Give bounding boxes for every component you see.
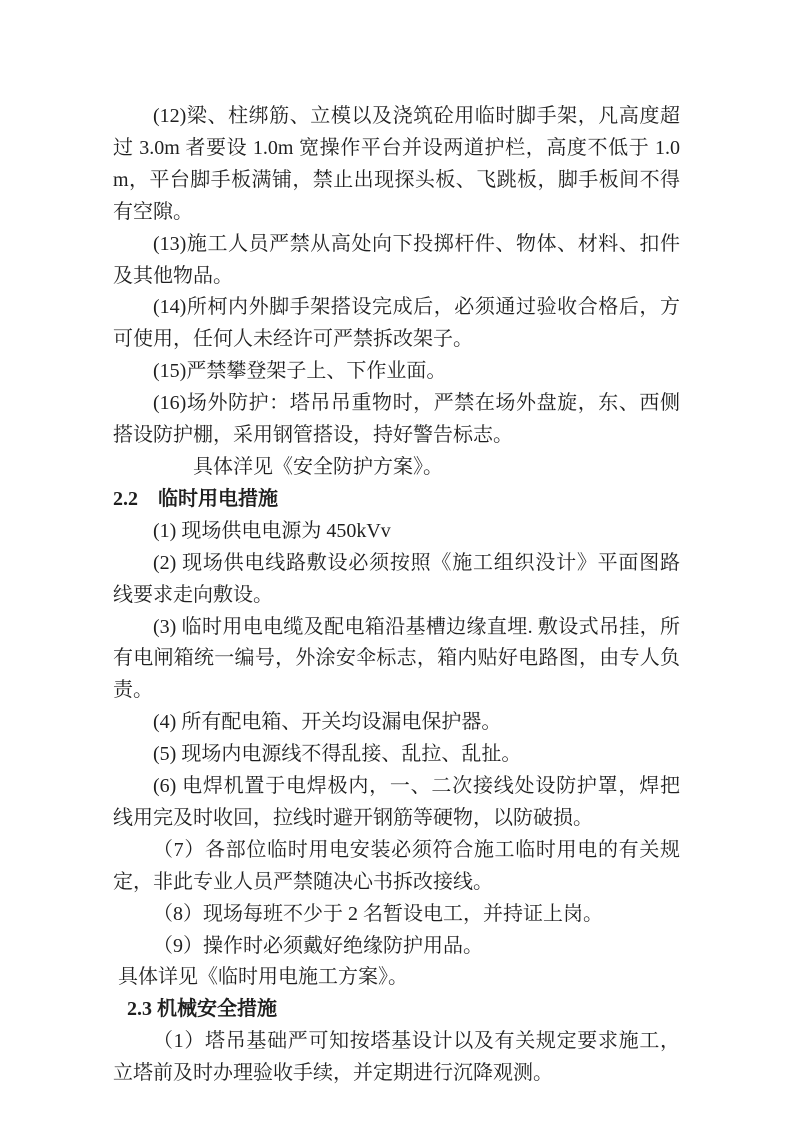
electrical-clause-7: （7）各部位临时用电安装必须符合施工临时用电的有关规定，非此专业人员严禁随决心书拆改接线。 xyxy=(113,838,680,893)
electrical-clause-4: (4) 所有配电箱、开关均设漏电保护器。 xyxy=(153,711,502,734)
clause-15: (15)严禁攀登架子上、下作业面。 xyxy=(153,360,447,383)
section-heading-2-3: 2.3 机械安全措施 xyxy=(127,998,277,1021)
electrical-clause-3: (3) 临时用电电缆及配电箱沿基槽边缘直埋. 敷设式吊挂，所有电闸箱统一编号，外涂安伞标志，箱内贴好电路图，由专人负责。 xyxy=(113,615,680,702)
reference-note-power-plan: 具体详见《临时用电施工方案》。 xyxy=(118,966,408,989)
reference-note-safety-plan: 具体洋见《安全防护方案》。 xyxy=(193,455,443,478)
electrical-clause-5: (5) 现场内电源线不得乱接、乱拉、乱扯。 xyxy=(153,743,522,766)
machinery-clause-1: （1）塔吊基础严可知按塔基设计以及有关规定要求施工，立塔前及时办理验收手续，并定期进行沉降观测。 xyxy=(113,1030,680,1085)
section-heading-2-2: 2.2 临时用电措施 xyxy=(113,487,278,510)
clause-16: (16)场外防护：塔吊吊重物时，严禁在场外盘旋，东、西侧搭设防护棚，采用钢管搭设，持好警告标志。 xyxy=(113,392,680,447)
electrical-clause-1: (1) 现场供电电源为 450kVv xyxy=(153,519,391,542)
electrical-clause-8: （8）现场每班不少于 2 名暂设电工，并持证上岗。 xyxy=(153,902,603,925)
electrical-clause-2: (2) 现场供电线路敷设必须按照《施工组织没计》平面图路线要求走向敷设。 xyxy=(113,551,680,606)
clause-12: (12)梁、柱绑筋、立模以及浇筑砼用临时脚手架，凡高度超过 3.0m 者要设 1.0m 宽操作平台并设两道护栏，高度不低于 1.0m，平台脚手板满铺，禁止出现探头板、飞跳板，脚手板间不得有空隙。 xyxy=(113,105,680,223)
clause-13: (13)施工人员严禁从高处向下投掷杆件、物体、材料、扣件及其他物品。 xyxy=(113,232,680,287)
electrical-clause-9: （9）操作时必须戴好绝缘防护用品。 xyxy=(153,934,483,957)
electrical-clause-6: (6) 电焊机置于电焊极内，一、二次接线处设防护罩，焊把线用完及时收回，拉线时避开钢筋等硬物，以防破损。 xyxy=(113,775,680,829)
clause-14: (14)所柯内外脚手架搭设完成后，必须通过验收合格后，方可使用，任何人未经许可严禁拆改架子。 xyxy=(113,296,680,351)
